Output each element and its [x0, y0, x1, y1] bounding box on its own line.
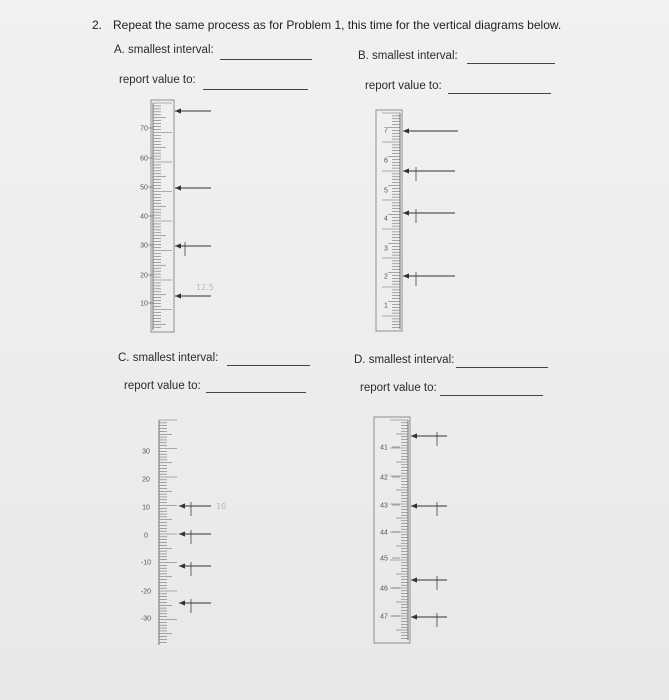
scale-label: 50	[140, 184, 148, 192]
part-b-report-label: report value to:	[365, 80, 442, 92]
scale-label: 40	[140, 213, 148, 221]
part-c-interval-label: C. smallest interval:	[118, 352, 219, 364]
scale-label: 10	[140, 300, 148, 308]
part-b-interval-label: B. smallest interval:	[358, 50, 458, 62]
pencil-mark-c: 10	[216, 502, 227, 511]
scale-label: 70	[140, 125, 148, 133]
scale-label: 10	[142, 504, 150, 512]
pointer-arrowhead	[411, 614, 417, 619]
scale-label: 42	[380, 474, 388, 482]
scale-label: 0	[144, 532, 148, 540]
scale-label: 43	[380, 502, 388, 510]
scale-label: 47	[380, 613, 388, 621]
scale-label: 6	[384, 157, 388, 165]
problem-number: 2.	[92, 18, 103, 32]
scale-label: -10	[140, 559, 152, 567]
scale-label: 60	[140, 155, 148, 163]
part-c-report-label: report value to:	[124, 380, 201, 392]
scale-label: 7	[384, 127, 388, 135]
scale-label: 44	[380, 529, 388, 537]
problem-text: Repeat the same process as for Problem 1, this time for the vertical diagrams below.	[113, 18, 562, 32]
scale-label: 30	[142, 448, 150, 456]
scale-label: 20	[142, 476, 150, 484]
scale-label: 2	[384, 273, 388, 281]
scale-label: 30	[140, 242, 148, 250]
pointer-arrowhead	[411, 433, 417, 438]
scale-label: 5	[384, 187, 388, 195]
scale-label: 46	[380, 585, 388, 593]
part-d-interval-label: D. smallest interval:	[354, 354, 455, 366]
part-a-interval-label: A. smallest interval:	[114, 44, 214, 56]
scale-label: 4	[384, 215, 388, 223]
scale-label: -20	[140, 588, 152, 596]
pointer-arrowhead	[411, 577, 417, 582]
scale-label: 3	[384, 245, 388, 253]
pointer-arrowhead	[411, 503, 417, 508]
scale-label: -30	[140, 615, 152, 623]
pencil-mark-a: 12.5	[196, 283, 214, 292]
scale-label: 41	[380, 444, 388, 452]
part-d-report-label: report value to:	[360, 382, 437, 394]
part-a-report-label: report value to:	[119, 74, 196, 86]
scale-label: 20	[140, 272, 148, 280]
scale-label: 1	[384, 302, 388, 310]
scale-label: 45	[380, 555, 388, 563]
